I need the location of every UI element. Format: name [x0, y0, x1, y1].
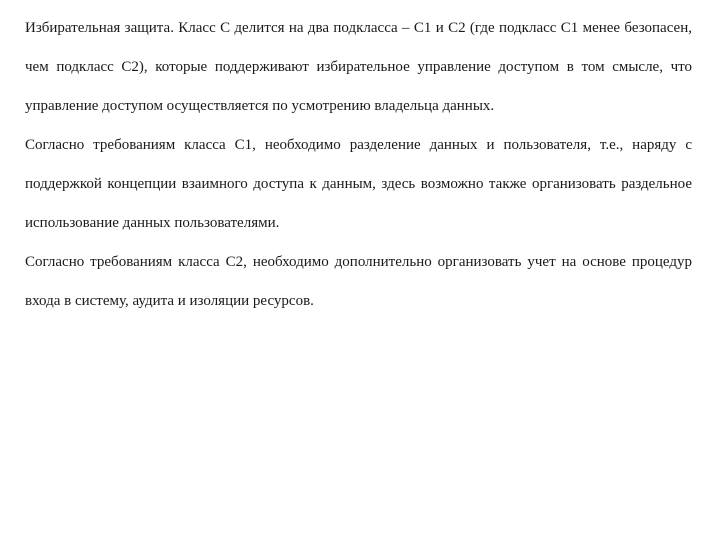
- paragraph-class-c2: Согласно требованиям класса C2, необходимо дополнительно организовать учет на основе процедур входа в систему, аудита и изоляции ресурсов.: [25, 254, 692, 309]
- paragraph-class-c-overview: Избирательная защита. Класс C делится на два подкласса – C1 и C2 (где подкласс C1 менее безопасен, чем подкласс C2), которые поддерживают избирательное управление доступом в том смысле, что управление доступом осуществляется по усмотрению владельца данных.: [25, 20, 692, 114]
- document-body: [25, 9, 692, 321]
- paragraph-class-c1: Согласно требованиям класса C1, необходимо разделение данных и пользователя, т.е., наряду с поддержкой концепции взаимного доступа к данным, здесь возможно также организовать раздельное использование данных пользователями.: [25, 137, 692, 231]
